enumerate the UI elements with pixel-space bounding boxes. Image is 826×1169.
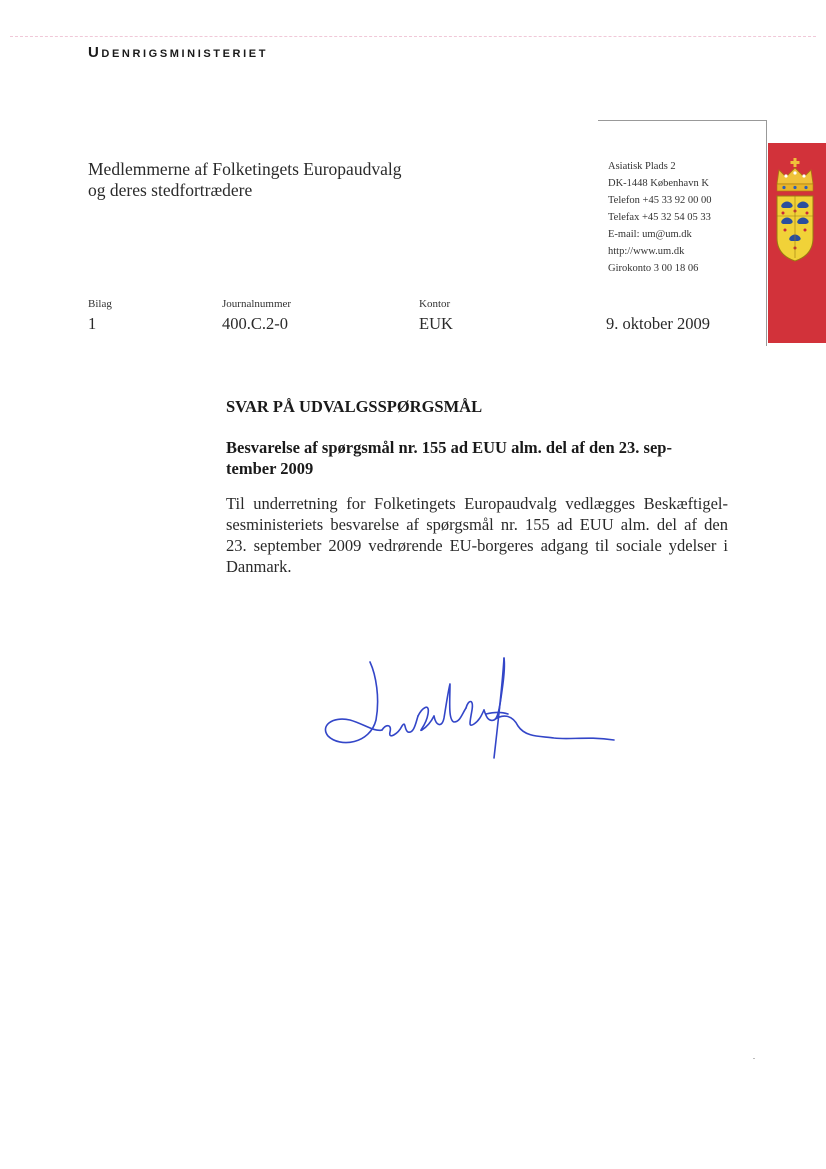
kontor-value: EUK — [419, 314, 453, 333]
recipient-line-1: Medlemmerne af Folketingets Europaudvalg — [88, 159, 402, 179]
journal-label: Journalnummer — [222, 298, 292, 310]
coat-of-arms-icon — [773, 158, 817, 262]
body-line: Til underretning for Folketingets Europaudvalg vedlægges Beskæftigel- — [226, 494, 728, 513]
address-email: E-mail: um@um.dk — [608, 229, 692, 240]
letter-date: 9. oktober 2009 — [606, 314, 711, 333]
address-frame-right — [766, 120, 767, 346]
address-web: http://www.um.dk — [608, 246, 685, 257]
body-line: Danmark. — [226, 557, 292, 576]
body-line: 23. september 2009 vedrørende EU-borgeres adgang til sociale ydelser i — [226, 536, 728, 555]
letter-heading: SVAR PÅ UDVALGSSPØRGSMÅL — [226, 397, 483, 416]
top-divider — [10, 36, 816, 37]
bilag-label: Bilag — [88, 298, 112, 310]
subject-line: Besvarelse af spørgsmål nr. 155 ad EUU alm. del af den 23. sep- — [226, 438, 672, 457]
scan-speck — [753, 1058, 755, 1059]
address-phone: Telefon +45 33 92 00 00 — [608, 195, 712, 206]
journal-value: 400.C.2-0 — [222, 314, 288, 333]
address-giro: Girokonto 3 00 18 06 — [608, 263, 699, 274]
address-frame-top — [598, 120, 766, 121]
signature — [318, 640, 623, 765]
address-city: DK-1448 København K — [608, 178, 709, 189]
ministry-name: Udenrigsministeriet — [88, 44, 269, 61]
body-line: sesministeriets besvarelse af spørgsmål nr. 155 ad EUU alm. del af den — [226, 515, 728, 534]
address-street: Asiatisk Plads 2 — [608, 161, 676, 172]
recipient-line-2: og deres stedfortrædere — [88, 180, 253, 200]
letter-body — [226, 493, 728, 577]
subject-line: tember 2009 — [226, 459, 314, 478]
kontor-label: Kontor — [419, 298, 451, 310]
letter-subject — [226, 437, 726, 479]
address-fax: Telefax +45 32 54 05 33 — [608, 212, 711, 223]
bilag-value: 1 — [88, 314, 97, 333]
